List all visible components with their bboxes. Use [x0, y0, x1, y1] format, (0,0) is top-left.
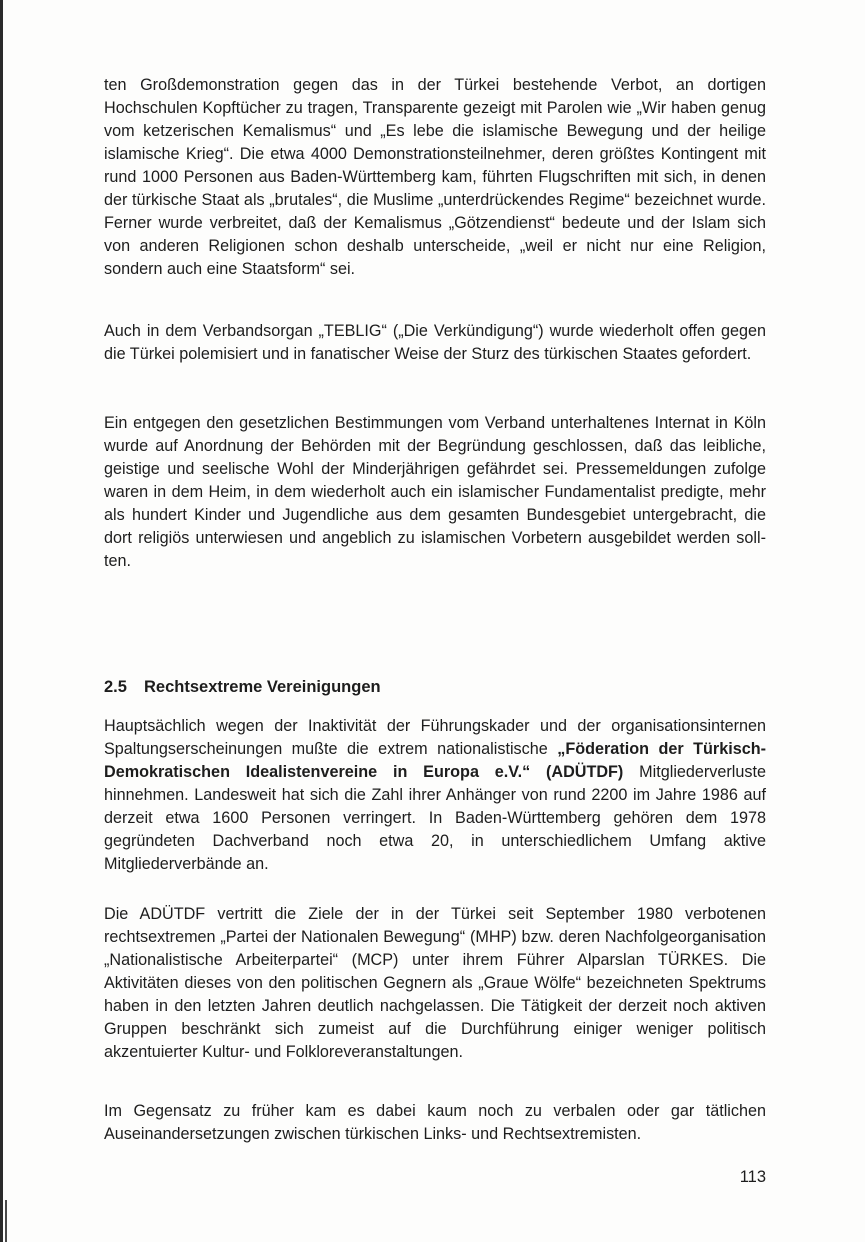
- section-heading: [104, 676, 381, 699]
- page-number: 113: [739, 1168, 766, 1186]
- paragraph-demonstration: ten Großdemonstration gegen das in der Türkei bestehende Verbot, an dortigen Hochschulen Kopftücher zu tragen, Transparente gezeigt mit Parolen wie „Wir haben genug vom ketzerischen Kemalismus“ und „Es lebe die islamische Bewegung und der heilige islamische Krieg“. Die etwa 4000 Demonstrationsteilnehmer, deren größtes Kontingent mit rund 1000 Personen aus Baden-Württemberg kam, führten Flugschriften mit sich, in denen der türkische Staat als „brutales“, die Muslime „unterdrückendes Regime“ bezeichnet wurde. Ferner wurde verbreitet, daß der Kemalismus „Götzendienst“ bedeute und der Islam sich von anderen Religionen schon deshalb unterscheide, „weil er nicht nur eine Religion, sondern auch eine Staatsform“ sei.: [104, 76, 766, 278]
- page-binding-mark: [5, 1200, 7, 1242]
- paragraph-adutdf-intro: Hauptsächlich wegen der Inaktivität der Führungskader und der organisationsinternen Spaltungserscheinungen mußte die extrem nationalistische: [104, 717, 766, 758]
- section-number: 2.5: [104, 678, 127, 696]
- paragraph-teblig: Auch in dem Verbandsorgan „TEBLIG“ („Die Verkündigung“) wurde wiederholt offen gegen die Türkei polemisiert und in fanatischer Weise der Sturz des türkischen Staates gefordert.: [104, 322, 766, 363]
- paragraph-adutdf-goals: Die ADÜTDF vertritt die Ziele der in der Türkei seit September 1980 verbotenen rechtsextremen „Partei der Nationalen Bewegung“ (MHP) bzw. deren Nachfolgeorganisation „Nationalistische Arbeiterpartei“ (MCP) unter ihrem Führer Alparslan TÜRKES. Die Aktivitäten dieses von den politischen Gegnern als „Graue Wölfe“ bezeichneten Spektrums haben in den letzten Jahren deutlich nachgelassen. Die Tätigkeit der derzeit noch aktiven Gruppen beschränkt sich zumeist auf die Durchführung einiger weniger politisch akzentuierter Kultur- und Folkloreveranstaltungen.: [104, 905, 766, 1061]
- organization-name: „Föderation der Türkisch-Demokratischen Idealistenvereine in Europa e.V.“ (ADÜTDF): [104, 740, 766, 781]
- paragraph-adutdf-membership: [104, 715, 766, 876]
- paragraph-internat: Ein entgegen den gesetzlichen Bestimmungen vom Verband unterhaltenes Internat in Köln wurde auf Anordnung der Behörden mit der Begründung geschlossen, daß das leibliche, geistige und seelische Wohl der Minderjährigen gefährdet sei. Pressemeldungen zufolge waren in dem Heim, in dem wiederholt auch ein islamischer Fundamentalist predigte, mehr als hundert Kinder und Jugendliche aus dem gesamten Bundesgebiet untergebracht, die dort religiös unterwiesen und angeblich zu islamischen Vorbetern ausgebildet werden sollten.: [104, 414, 766, 570]
- paragraph-adutdf-rest: Mitgliederverluste hinnehmen. Landesweit hat sich die Zahl ihrer Anhänger von rund 2200 im Jahre 1986 auf derzeit etwa 1600 Personen verringert. In Baden-Württemberg gehören dem 1978 gegründeten Dachverband noch etwa 20, in unterschiedlichem Umfang aktive Mitgliederverbände an.: [104, 763, 766, 873]
- page-binding-edge: [0, 0, 3, 1242]
- paragraph-conflicts: Im Gegensatz zu früher kam es dabei kaum noch zu verbalen oder gar tätlichen Auseinandersetzungen zwischen türkischen Links- und Rechtsextremisten.: [104, 1102, 766, 1143]
- section-title: Rechtsextreme Vereinigungen: [144, 678, 381, 696]
